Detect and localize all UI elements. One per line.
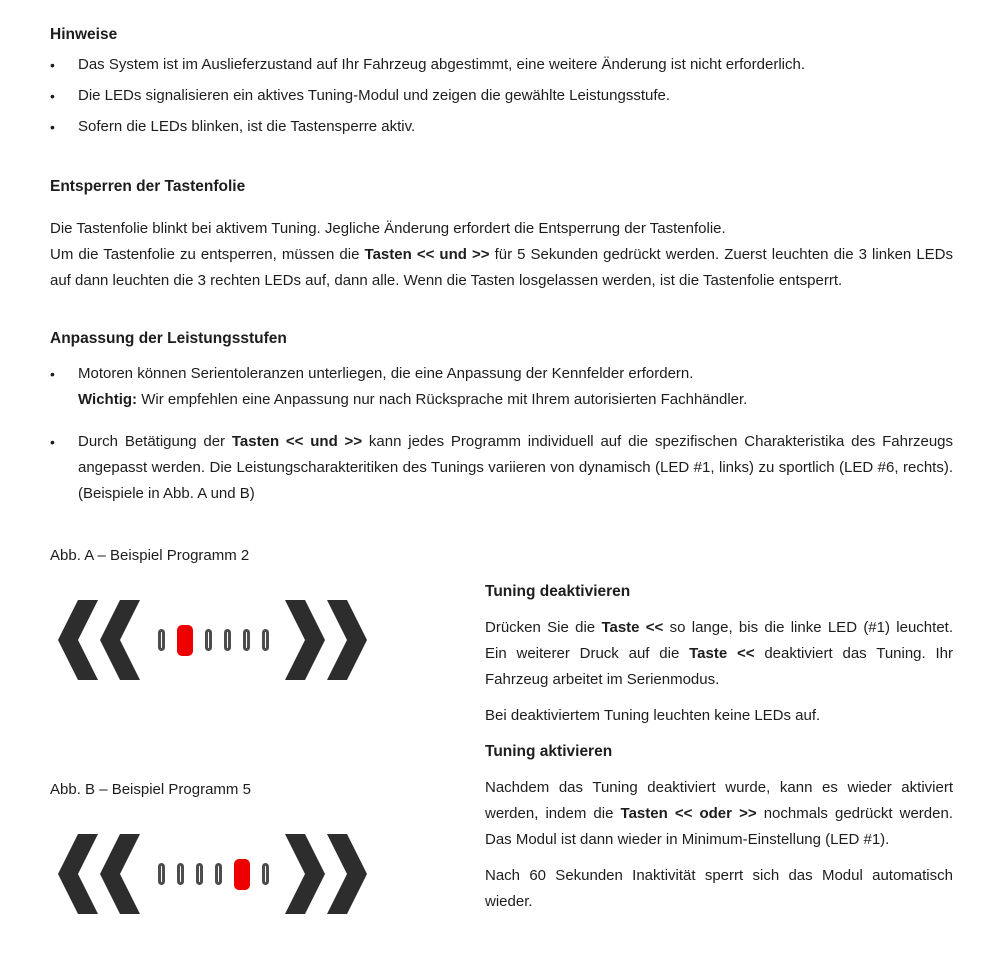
figure-a-caption: Abb. A – Beispiel Programm 2: [50, 547, 250, 564]
list-item-text: Die LEDs signalisieren ein aktives Tuning-Modul und zeigen die gewählte Leistungsstufe.: [78, 87, 671, 104]
bullet-icon: •: [50, 366, 55, 382]
paragraph-line: Wichtig: Wir empfehlen eine Anpassung nur nach Rücksprache mit Ihrem autorisierten Fachhändler.: [78, 391, 748, 408]
bullet-icon: •: [50, 57, 55, 73]
led-indicator: [215, 863, 222, 885]
led-indicator: [243, 629, 250, 651]
list-item: [50, 429, 953, 507]
led-indicator: [177, 863, 184, 885]
entsperren-paragraph: [50, 216, 953, 294]
anpassung-list: [50, 361, 953, 507]
list-item: [50, 83, 953, 109]
instructions-column: [485, 543, 953, 915]
section-title-entsperren: Entsperren der Tastenfolie: [50, 178, 246, 195]
section-hinweise: [50, 22, 953, 140]
led-indicator: [262, 863, 269, 885]
led-indicator: [158, 629, 165, 651]
figure-b-caption: Abb. B – Beispiel Programm 5: [50, 781, 251, 798]
figure-b-led-display: [58, 833, 485, 915]
figure-a-led-display: [58, 599, 485, 681]
hinweise-list: [50, 52, 953, 140]
two-column-area: [50, 543, 953, 915]
paragraph-line: Motoren können Serientoleranzen unterliegen, die eine Anpassung der Kennfelder erfordern.: [78, 365, 694, 382]
led-indicator: [205, 629, 212, 651]
section-anpassung: [50, 326, 953, 507]
list-item-text: Sofern die LEDs blinken, ist die Tastensperre aktiv.: [78, 118, 416, 135]
led-indicator: [158, 863, 165, 885]
list-item-text: Durch Betätigung der Tasten << und >> kann jedes Programm individuell auf die spezifischen Charakteristika des Fahrzeugs angepasst werden. Die Leistungscharakteritiken des Tunings variieren von dynamisch (LED #1, links) zu sportlich (LED #6, rechts).(Beispiele in Abb. A und B): [78, 433, 954, 502]
paragraph: Nachdem das Tuning deaktiviert wurde, kann es wieder aktiviert werden, indem die Tasten << oder >> nochmals gedrückt werden. Das Modul ist dann wieder in Minimum-Einstellung (LED #1).: [485, 779, 953, 848]
figures-column: [50, 543, 485, 915]
paragraph: Nach 60 Sekunden Inaktivität sperrt sich das Modul automatisch wieder.: [485, 867, 953, 910]
double-chevron-right-icon: [285, 834, 369, 914]
led-indicator: [196, 863, 203, 885]
double-chevron-left-icon: [58, 600, 142, 680]
section-title-tuning-aktivieren: Tuning aktivieren: [485, 743, 613, 760]
paragraph: Bei deaktiviertem Tuning leuchten keine LEDs auf.: [485, 707, 821, 724]
section-title-tuning-deaktivieren: Tuning deaktivieren: [485, 583, 631, 600]
led-indicator: [262, 629, 269, 651]
paragraph-line: Die Tastenfolie blinkt bei aktivem Tuning. Jegliche Änderung erfordert die Entsperrung der Tastenfolie.: [50, 220, 726, 237]
led-row: [158, 625, 269, 656]
section-title-hinweise: Hinweise: [50, 26, 118, 43]
led-indicator-active: [234, 859, 250, 890]
double-chevron-right-icon: [285, 600, 369, 680]
led-row: [158, 859, 269, 890]
bullet-icon: •: [50, 88, 55, 104]
list-item-text: Das System ist im Auslieferzustand auf Ihr Fahrzeug abgestimmt, eine weitere Änderung ist nicht erforderlich.: [78, 56, 805, 73]
section-title-anpassung: Anpassung der Leistungsstufen: [50, 330, 287, 347]
list-item: [50, 114, 953, 140]
double-chevron-left-icon: [58, 834, 142, 914]
led-indicator: [224, 629, 231, 651]
paragraph-line: Um die Tastenfolie zu entsperren, müssen die Tasten << und >> für 5 Sekunden gedrückt werden. Zuerst leuchten die 3 linken LEDs auf dann leuchten die 3 rechten LEDs auf, dann alle. Wenn die Tasten losgelassen werden, ist die Tastenfolie entsperrt.: [50, 246, 953, 289]
paragraph: Drücken Sie die Taste << so lange, bis die linke LED (#1) leuchtet. Ein weiterer Druck auf die Taste << deaktiviert das Tuning. Ihr Fahrzeug arbeitet im Serienmodus.: [485, 619, 953, 688]
section-entsperren: [50, 174, 953, 294]
list-item: [50, 361, 953, 413]
led-indicator-active: [177, 625, 193, 656]
list-item-text: [78, 361, 953, 413]
list-item: [50, 52, 953, 78]
bullet-icon: •: [50, 434, 55, 450]
bullet-icon: •: [50, 119, 55, 135]
